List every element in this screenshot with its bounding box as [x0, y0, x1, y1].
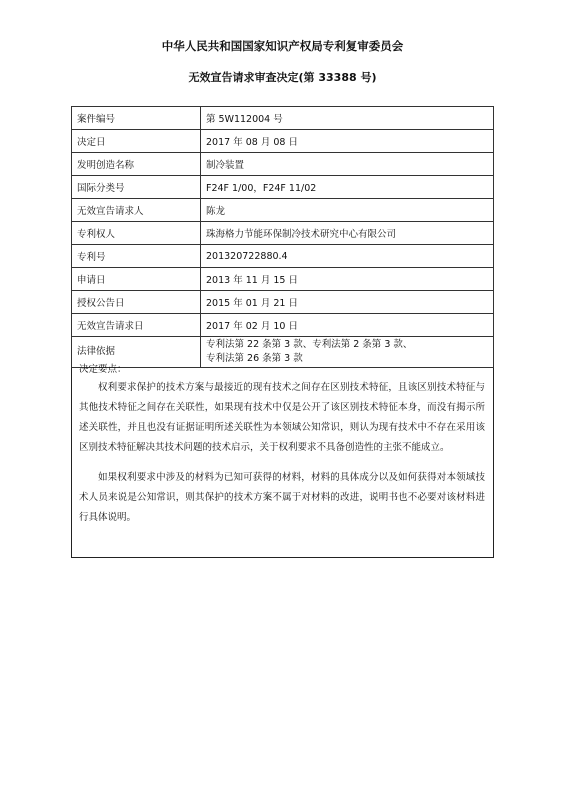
- table-row: [72, 291, 494, 314]
- field-value: 珠海格力节能环保制冷技术研究中心有限公司: [201, 222, 494, 245]
- field-value: F24F 1/00，F24F 11/02: [201, 176, 494, 199]
- legal-basis-line: 专利法第 26 条第 3 款: [206, 353, 303, 364]
- field-value: 2017 年 08 月 08 日: [201, 130, 494, 153]
- field-value: 制冷装置: [201, 153, 494, 176]
- issuing-organization: 中华人民共和国国家知识产权局专利复审委员会: [161, 39, 404, 53]
- table-row: [72, 245, 494, 268]
- field-label: 国际分类号: [72, 176, 201, 199]
- table-row: [72, 130, 494, 153]
- table-row: [72, 176, 494, 199]
- field-label: 决定日: [72, 130, 201, 153]
- field-label: 申请日: [72, 268, 201, 291]
- decision-points-label: 决定要点：: [79, 364, 127, 375]
- field-value: 2013 年 11 月 15 日: [201, 268, 494, 291]
- decision-paragraph: 权利要求保护的技术方案与最接近的现有技术之间存在区别技术特征，且该区别技术特征与其他技术特征之间存在关联性，如果现有技术中仅是公开了该区别技术特征本身，而没有揭示所述关联性，并且也没有证据证明所述关联性为本领域公知常识，则认为现有技术中不存在采用该区别技术特征解决其技术问题的技术启示，关于权利要求不具备创造性的主张不能成立。: [79, 382, 485, 453]
- table-row: [72, 107, 494, 130]
- field-value: 2017 年 02 月 10 日: [201, 314, 494, 337]
- document-title: 无效宣告请求审查决定(第 33388 号): [188, 71, 377, 84]
- field-value: 2015 年 01 月 21 日: [201, 291, 494, 314]
- table-row: [72, 199, 494, 222]
- legal-basis-line: 专利法第 22 条第 3 款、专利法第 2 条第 3 款、: [206, 339, 413, 350]
- legal-basis-value: [201, 337, 494, 368]
- field-label: 无效宣告请求人: [72, 199, 201, 222]
- decision-points-body: [79, 378, 485, 528]
- table-row: [72, 268, 494, 291]
- field-value: 第 5W112004 号: [201, 107, 494, 130]
- table-row: [72, 314, 494, 337]
- field-label: 法律依据: [72, 337, 201, 368]
- field-label: 专利号: [72, 245, 201, 268]
- field-label: 授权公告日: [72, 291, 201, 314]
- case-info-table: [71, 106, 494, 368]
- field-label: 无效宣告请求日: [72, 314, 201, 337]
- field-label: 发明创造名称: [72, 153, 201, 176]
- field-value: 201320722880.4: [201, 245, 494, 268]
- table-row-legal-basis: [72, 337, 494, 368]
- field-value: 陈龙: [201, 199, 494, 222]
- field-label: 案件编号: [72, 107, 201, 130]
- table-row: [72, 153, 494, 176]
- table-row: [72, 222, 494, 245]
- field-label: 专利权人: [72, 222, 201, 245]
- decision-paragraph: 如果权利要求中涉及的材料为已知可获得的材料，材料的具体成分以及如何获得对本领域技术人员来说是公知常识，则其保护的技术方案不属于对材料的改进，说明书也不必要对该材料进行具体说明。: [79, 472, 485, 523]
